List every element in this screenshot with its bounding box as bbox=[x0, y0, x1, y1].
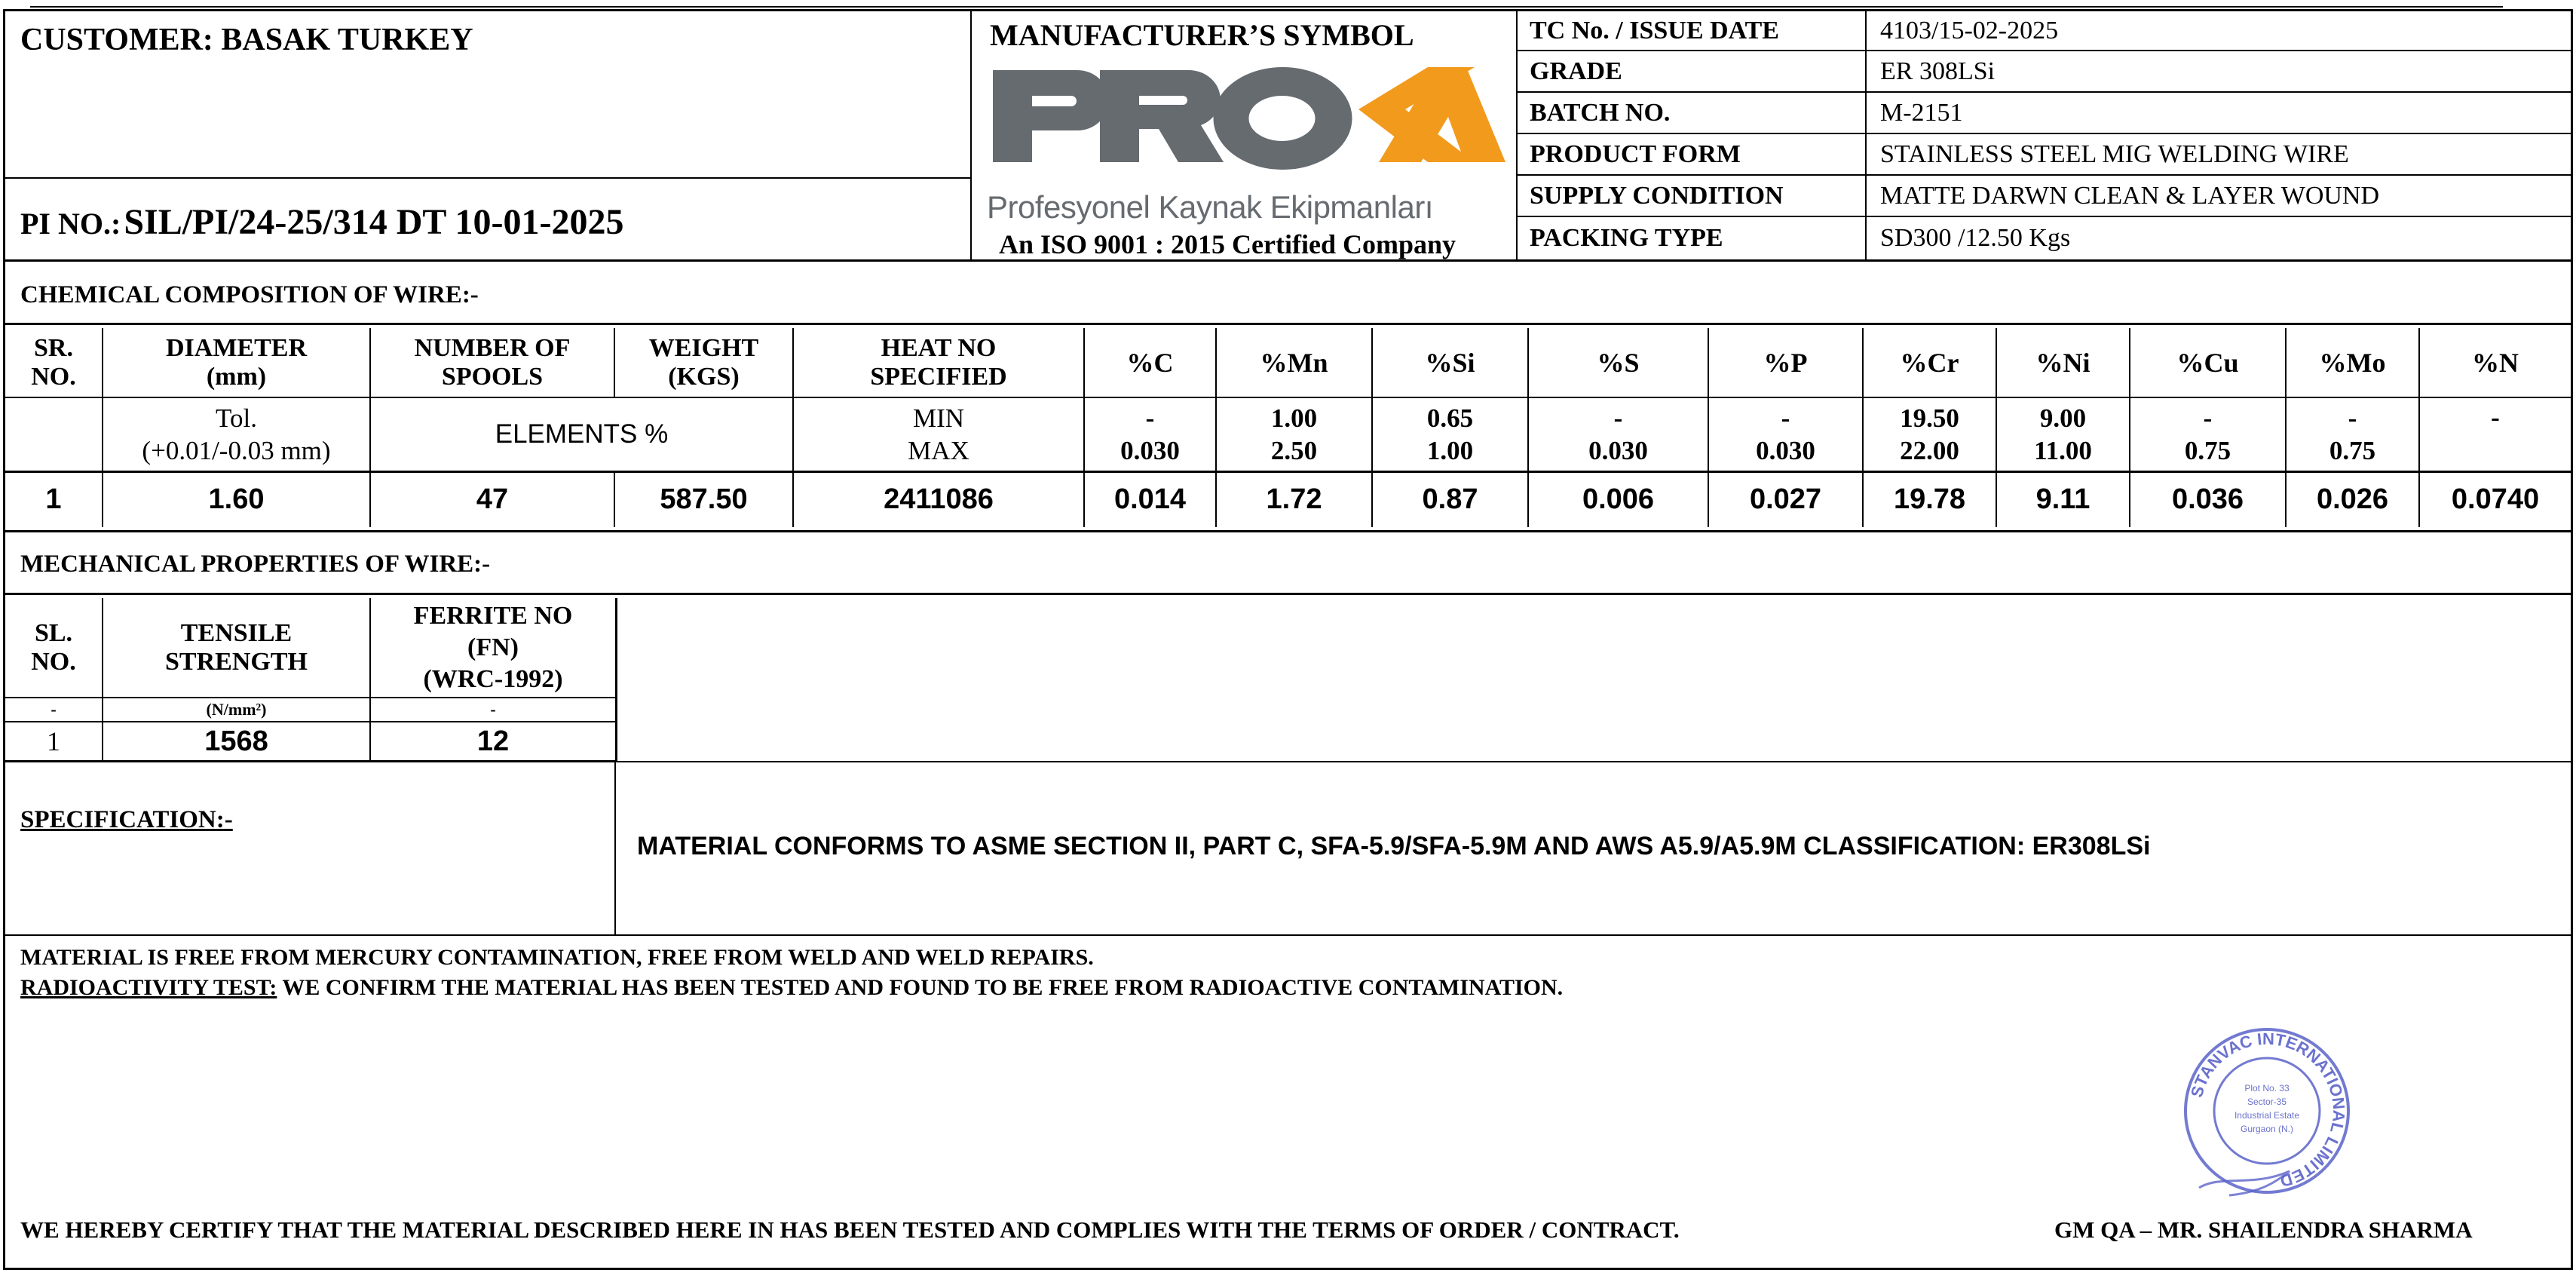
row-element-value: 0.0740 bbox=[2419, 471, 2571, 527]
col-sl-no: SL. NO. bbox=[5, 598, 103, 698]
mech-row-ferrite: 12 bbox=[370, 722, 616, 761]
col-element: %Mn bbox=[1216, 328, 1372, 397]
unit-tensile: (N/mm²) bbox=[103, 698, 370, 722]
col-heat-no: HEAT NO SPECIFIED bbox=[793, 328, 1084, 397]
company-stamp bbox=[2176, 1013, 2357, 1201]
min-value: 19.50 bbox=[1900, 403, 1959, 433]
customer-label: CUSTOMER: BASAK TURKEY bbox=[20, 23, 473, 57]
min-value: - bbox=[2203, 403, 2213, 433]
radioactivity-text: WE CONFIRM THE MATERIAL HAS BEEN TESTED AND FOUND TO BE FREE FROM RADIOACTIVE CONTAMINATION. bbox=[277, 975, 1564, 1000]
info-label: PRODUCT FORM bbox=[1518, 133, 1866, 175]
stamp-seal bbox=[2176, 1013, 2357, 1201]
specification-text: MATERIAL CONFORMS TO ASME SECTION II, PART C, SFA-5.9/SFA-5.9M AND AWS A5.9/A5.9M CLASSIFICATION: ER308LSi bbox=[637, 832, 2151, 860]
row-element-value: 0.014 bbox=[1084, 471, 1216, 527]
min-label: MIN bbox=[912, 403, 965, 433]
row-heat-no: 2411086 bbox=[793, 471, 1084, 527]
proka-logo bbox=[987, 57, 1507, 177]
col-diameter: DIAMETER (mm) bbox=[103, 328, 370, 397]
stamp-line: Gurgaon (N.) bbox=[2240, 1124, 2294, 1134]
pi-cell bbox=[5, 179, 972, 262]
info-value: STAINLESS STEEL MIG WELDING WIRE bbox=[1866, 133, 2571, 175]
col-element: %Ni bbox=[1996, 328, 2130, 397]
info-value: M-2151 bbox=[1866, 92, 2571, 133]
spec-blank bbox=[5, 397, 103, 471]
iso-certified: An ISO 9001 : 2015 Certified Company bbox=[999, 229, 1456, 259]
element-range bbox=[1863, 397, 1996, 471]
element-range bbox=[1084, 397, 1216, 471]
row-element-value: 1.72 bbox=[1216, 471, 1372, 527]
specification-label: SPECIFICATION:- bbox=[20, 806, 233, 833]
mech-row-sl: 1 bbox=[5, 722, 103, 761]
max-value: 0.030 bbox=[1756, 435, 1815, 465]
max-value: 2.50 bbox=[1270, 435, 1318, 465]
unit-sl: - bbox=[5, 698, 103, 722]
mechanical-blank-area bbox=[616, 598, 2571, 761]
signatory: GM QA – MR. SHAILENDRA SHARMA bbox=[2054, 1216, 2473, 1243]
tolerance-value: (+0.01/-0.03 mm) bbox=[142, 435, 331, 465]
col-element: %Mo bbox=[2286, 328, 2419, 397]
row-element-value: 0.87 bbox=[1372, 471, 1528, 527]
pi-number bbox=[20, 201, 624, 243]
mechanical-title-row bbox=[5, 530, 2571, 595]
max-label: MAX bbox=[908, 435, 969, 465]
element-range bbox=[2286, 397, 2419, 471]
radioactivity-note bbox=[20, 975, 1563, 1001]
row-element-value: 0.006 bbox=[1528, 471, 1708, 527]
col-spools: NUMBER OF SPOOLS bbox=[370, 328, 614, 397]
min-value: - bbox=[1613, 403, 1623, 433]
min-max-label bbox=[793, 397, 1084, 471]
info-value: SD300 /12.50 Kgs bbox=[1866, 216, 2571, 259]
col-element: %Cu bbox=[2130, 328, 2286, 397]
stamp-line: Plot No. 33 bbox=[2244, 1083, 2290, 1093]
min-value: - bbox=[1781, 403, 1790, 433]
certify-statement: WE HEREBY CERTIFY THAT THE MATERIAL DESCRIBED HERE IN HAS BEEN TESTED AND COMPLIES WITH THE TERMS OF ORDER / CONTRACT. bbox=[20, 1216, 1680, 1243]
row-weight: 587.50 bbox=[614, 471, 793, 527]
element-range bbox=[1708, 397, 1863, 471]
mechanical-table bbox=[5, 598, 617, 762]
tolerance-cell bbox=[103, 397, 370, 471]
info-value: MATTE DARWN CLEAN & LAYER WOUND bbox=[1866, 175, 2571, 216]
col-element: %Si bbox=[1372, 328, 1528, 397]
ferrite-unit: (FN) bbox=[467, 633, 519, 661]
max-value: 22.00 bbox=[1900, 435, 1959, 465]
unit-ferrite: - bbox=[370, 698, 616, 722]
col-element: %P bbox=[1708, 328, 1863, 397]
radioactivity-label: RADIOACTIVITY TEST: bbox=[20, 975, 277, 1000]
col-element: %N bbox=[2419, 328, 2571, 397]
info-value: ER 308LSi bbox=[1866, 51, 2571, 92]
element-range bbox=[1528, 397, 1708, 471]
certificate-sheet bbox=[3, 9, 2573, 1270]
logo-tagline: Profesyonel Kaynak Ekipmanları bbox=[987, 189, 1433, 225]
min-value: 9.00 bbox=[2039, 403, 2087, 433]
col-element: %C bbox=[1084, 328, 1216, 397]
notes-block bbox=[5, 937, 2571, 1268]
proka-logo-mark bbox=[987, 57, 1507, 177]
stamp-line: Sector-35 bbox=[2247, 1097, 2287, 1107]
specification-label-cell bbox=[5, 762, 616, 936]
element-range bbox=[1216, 397, 1372, 471]
info-value: 4103/15-02-2025 bbox=[1866, 11, 2571, 51]
mercury-note: MATERIAL IS FREE FROM MERCURY CONTAMINATION, FREE FROM WELD AND WELD REPAIRS. bbox=[20, 945, 1094, 970]
max-value: 0.030 bbox=[1588, 435, 1648, 465]
min-value: - bbox=[2348, 403, 2357, 433]
manufacturer-cell bbox=[972, 11, 1518, 262]
col-ferrite bbox=[370, 598, 616, 698]
col-tensile: TENSILE STRENGTH bbox=[103, 598, 370, 698]
col-sr-no: SR. NO. bbox=[5, 328, 103, 397]
row-element-value: 0.036 bbox=[2130, 471, 2286, 527]
max-value: 11.00 bbox=[2034, 435, 2092, 465]
min-value: 1.00 bbox=[1270, 403, 1318, 433]
top-rule bbox=[30, 6, 2503, 8]
pi-value: SIL/PI/24-25/314 DT 10-01-2025 bbox=[124, 202, 624, 242]
tolerance-label: Tol. bbox=[216, 403, 257, 433]
manufacturer-symbol-label: MANUFACTURER’S SYMBOL bbox=[990, 18, 1414, 52]
row-spools: 47 bbox=[370, 471, 614, 527]
stamp-line: Industrial Estate bbox=[2234, 1110, 2300, 1121]
col-element: %S bbox=[1528, 328, 1708, 397]
element-range bbox=[2419, 397, 2571, 471]
max-value: 0.030 bbox=[1120, 435, 1180, 465]
row-element-value: 9.11 bbox=[1996, 471, 2130, 527]
mechanical-title: MECHANICAL PROPERTIES OF WIRE:- bbox=[20, 551, 491, 578]
info-table bbox=[1518, 11, 2571, 259]
ferrite-method: (WRC-1992) bbox=[423, 664, 563, 693]
max-value: 0.75 bbox=[2184, 435, 2231, 465]
info-label: TC No. / ISSUE DATE bbox=[1518, 11, 1866, 51]
element-range bbox=[1996, 397, 2130, 471]
row-element-value: 19.78 bbox=[1863, 471, 1996, 527]
row-diameter: 1.60 bbox=[103, 471, 370, 527]
max-value: 0.75 bbox=[2329, 435, 2376, 465]
info-label: PACKING TYPE bbox=[1518, 216, 1866, 259]
min-value: 0.65 bbox=[1426, 403, 1474, 433]
customer-cell bbox=[5, 11, 972, 179]
row-sr: 1 bbox=[5, 471, 103, 527]
col-weight: WEIGHT (KGS) bbox=[614, 328, 793, 397]
chemical-title: CHEMICAL COMPOSITION OF WIRE:- bbox=[20, 281, 479, 308]
row-element-value: 0.026 bbox=[2286, 471, 2419, 527]
max-value: 1.00 bbox=[1426, 435, 1474, 465]
col-element: %Cr bbox=[1863, 328, 1996, 397]
pi-label: PI NO.: bbox=[20, 207, 121, 241]
info-label: GRADE bbox=[1518, 51, 1866, 92]
chemical-table bbox=[5, 328, 2571, 527]
row-element-value: 0.027 bbox=[1708, 471, 1863, 527]
specification-row bbox=[5, 761, 2571, 936]
min-value: - bbox=[1145, 403, 1155, 433]
info-label: BATCH NO. bbox=[1518, 92, 1866, 133]
mech-row-tensile: 1568 bbox=[103, 722, 370, 761]
stamp-ring-text: STANVAC INTERNATIONAL LIMITED bbox=[2186, 1029, 2349, 1192]
elements-pct-label: ELEMENTS % bbox=[370, 397, 793, 471]
element-range bbox=[1372, 397, 1528, 471]
header-block bbox=[5, 11, 2571, 262]
ferrite-label: FERRITE NO bbox=[413, 601, 573, 630]
min-value: - bbox=[2491, 403, 2500, 432]
chemical-title-row bbox=[5, 265, 2571, 325]
info-label: SUPPLY CONDITION bbox=[1518, 175, 1866, 216]
element-range bbox=[2130, 397, 2286, 471]
